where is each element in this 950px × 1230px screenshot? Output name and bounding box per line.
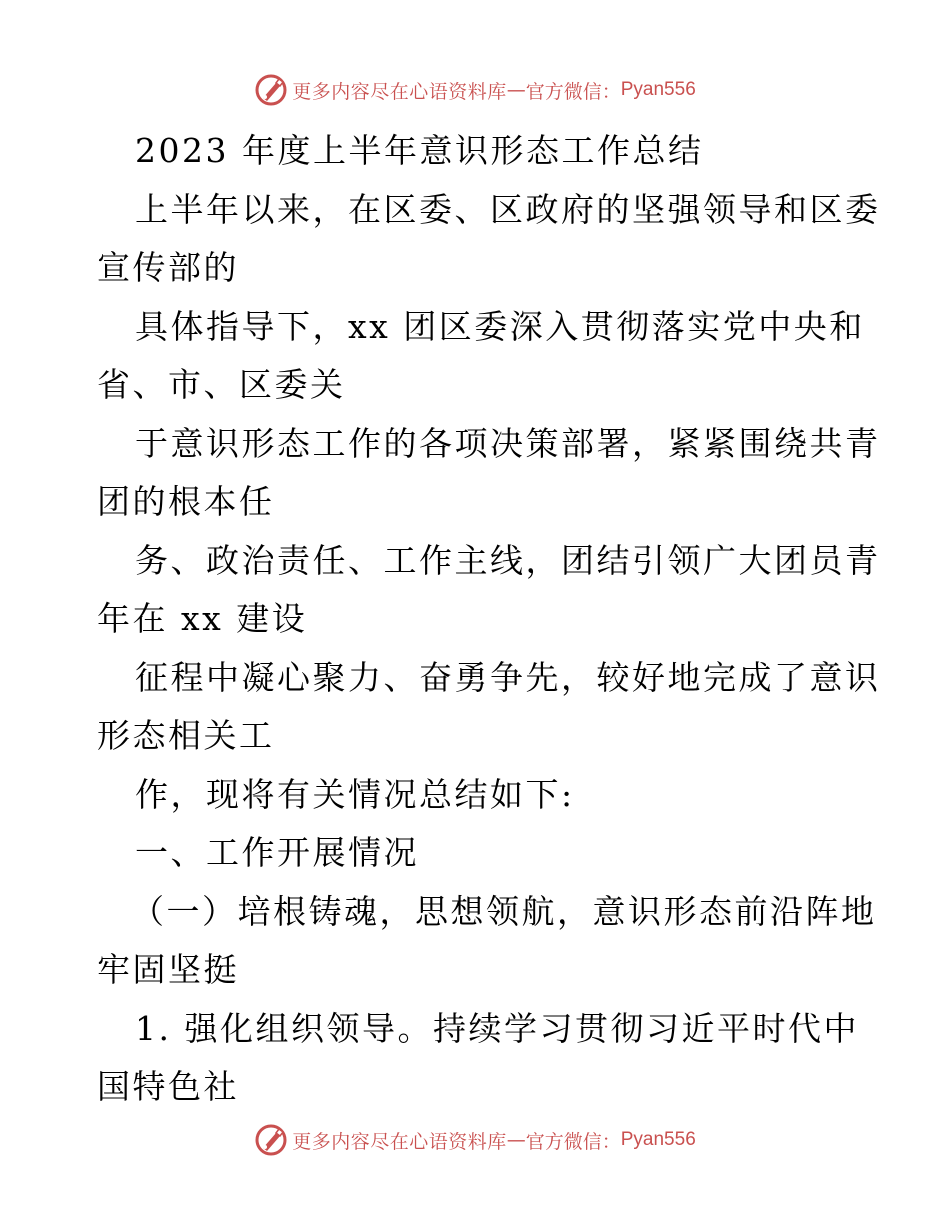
document-body	[97, 122, 881, 1117]
paragraph-line: 团的根本任	[97, 482, 275, 521]
watermark-main-text: 更多内容尽在心语资料库	[292, 80, 507, 103]
watermark-separator: —	[506, 79, 526, 101]
paragraph-line: 年在 xx 建设	[97, 599, 308, 638]
paragraph-line: 国特色社	[97, 1067, 239, 1106]
pen-circle-logo-icon	[254, 73, 288, 107]
document-title: 2023 年度上半年意识形态工作总结	[135, 131, 704, 170]
watermark-main-text: 更多内容尽在心语资料库	[292, 1130, 507, 1153]
footer-watermark	[0, 1122, 950, 1158]
pen-circle-logo-icon	[254, 1123, 288, 1157]
watermark-label: 官方微信：	[525, 80, 621, 103]
paragraph-line: 务、政治责任、工作主线，团结引领广大团员青	[135, 540, 881, 580]
paragraph-line: 于意识形态工作的各项决策部署，紧紧围绕共青	[135, 423, 881, 463]
subsection-heading: （一）培根铸魂，思想领航，意识形态前沿阵地	[131, 891, 877, 931]
paragraph-line: 牢固坚挺	[97, 950, 239, 989]
paragraph-line: 1. 强化组织领导。持续学习贯彻习近平时代中	[135, 1008, 859, 1048]
watermark-separator: —	[506, 1129, 526, 1151]
paragraph-line: 作，现将有关情况总结如下:	[135, 774, 575, 814]
paragraph-line: 宣传部的	[97, 248, 239, 287]
watermark-label: 官方微信：	[525, 1130, 621, 1153]
watermark-handle: Pyan556	[620, 1129, 696, 1150]
section-heading: 一、工作开展情况	[135, 833, 419, 872]
header-watermark	[0, 72, 950, 108]
paragraph-line: 征程中凝心聚力、奋勇争先，较好地完成了意识	[135, 657, 881, 697]
paragraph-line: 形态相关工	[97, 716, 275, 755]
watermark-handle: Pyan556	[620, 79, 696, 100]
paragraph-line: 具体指导下，xx 团区委深入贯彻落实党中央和	[135, 306, 865, 346]
paragraph-line: 省、市、区委关	[97, 365, 346, 404]
paragraph-line: 上半年以来，在区委、区政府的坚强领导和区委	[135, 189, 881, 229]
